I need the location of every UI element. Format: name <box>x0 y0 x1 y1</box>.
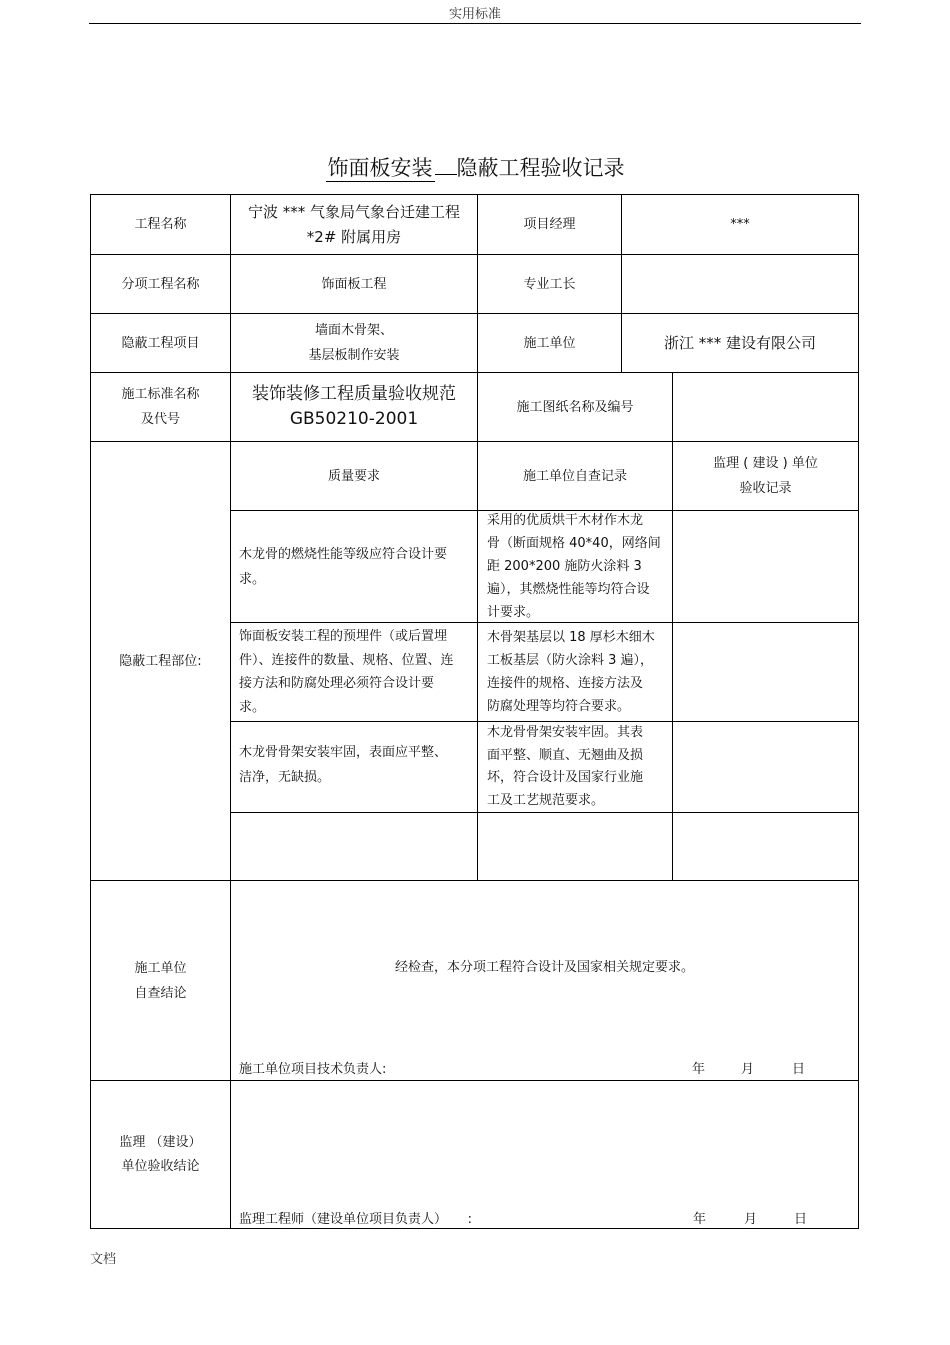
requirement-cell <box>231 813 477 880</box>
supervision-signer: 监理工程师（建设单位项目负责人） : <box>239 1212 473 1227</box>
supervision-day: 日 <box>794 1212 808 1227</box>
standard-value: 装饰装修工程质量验收规范 GB50210-2001 <box>252 384 456 429</box>
project-name-value: 宁波 *** 气象局气象台迁建工程 *2# 附属用房 <box>247 202 461 246</box>
project-name-label: 工程名称 <box>134 217 187 232</box>
header-divider <box>89 23 861 24</box>
self-record-cell <box>478 813 672 880</box>
title-part1: 饰面板安装 <box>327 156 433 180</box>
acceptance-cell <box>673 722 858 812</box>
page-header-text: 实用标准 <box>448 7 501 22</box>
hidden-item-label: 隐蔽工程项目 <box>121 335 200 351</box>
self-record-cell: 木龙骨骨架安装牢固。其表 面平整、顺直、无翘曲及损 坏，符合设计及国家行业施 工及工艺规范要求。 <box>487 725 644 808</box>
self-check-conclusion: 经检查，本分项工程符合设计及国家相关规定要求。 <box>394 960 694 975</box>
page-footer-text: 文档 <box>90 1252 117 1267</box>
self-check-label: 施工单位 自查结论 <box>134 960 187 1001</box>
title-part2: 隐蔽工程验收记录 <box>456 156 625 180</box>
foreman-value <box>622 255 858 313</box>
supervision-label: 监理 （建设） 单位验收结论 <box>119 1134 202 1174</box>
hidden-section-label: 隐蔽工程部位: <box>119 653 202 669</box>
self-record-cell: 采用的优质烘干木材作木龙 骨（断面规格 40*40，网络间 距 200*200 施防火涂料 3 遍），其燃烧性能等均符合设 计要求。 <box>487 513 661 620</box>
contractor-value: 浙江 *** 建设有限公司 <box>663 333 817 352</box>
acceptance-cell <box>673 623 858 721</box>
project-manager-value: *** <box>730 217 750 232</box>
sub-project-value: 饰面板工程 <box>321 276 387 292</box>
grid-line <box>90 1228 859 1229</box>
drawing-value <box>673 373 858 441</box>
col-header-acceptance: 监理 ( 建设 ) 单位 验收记录 <box>713 456 818 496</box>
grid-line <box>858 194 859 1228</box>
hidden-item-value: 墙面木骨架、 基层板制作安装 <box>308 323 400 363</box>
contractor-label: 施工单位 <box>523 335 576 351</box>
foreman-label: 专业工长 <box>523 276 576 292</box>
col-header-self-record: 施工单位自查记录 <box>522 468 627 484</box>
supervision-year: 年 <box>693 1212 707 1227</box>
standard-label: 施工标准名称 及代号 <box>121 387 200 427</box>
title-blank <box>435 156 457 175</box>
project-manager-label: 项目经理 <box>523 217 576 232</box>
requirement-cell: 木龙骨骨架安装牢固，表面应平整、 洁净，无缺损。 <box>239 745 448 785</box>
col-header-requirement: 质量要求 <box>327 468 380 484</box>
requirement-cell: 木龙骨的燃烧性能等级应符合设计要 求。 <box>239 546 448 587</box>
self-check-signer: 施工单位项目技术负责人: <box>239 1062 387 1077</box>
acceptance-cell <box>673 511 858 622</box>
page-title <box>0 152 950 182</box>
supervision-month: 月 <box>744 1212 758 1227</box>
acceptance-cell <box>673 813 858 880</box>
self-check-year: 年 <box>692 1062 706 1077</box>
self-check-day: 日 <box>792 1062 806 1077</box>
drawing-label: 施工图纸名称及编号 <box>516 399 634 415</box>
self-record-cell: 木骨架基层以 18 厚杉木细木 工板基层（防火涂料 3 遍）， 连接件的规格、连接方法及 防腐处理等均符合要求。 <box>487 630 655 714</box>
self-check-month: 月 <box>741 1062 755 1077</box>
sub-project-label: 分项工程名称 <box>121 276 200 292</box>
requirement-cell: 饰面板安装工程的预埋件（或后置埋 件）、连接件的数量、规格、位置、连 接方法和防腐处理必须符合设计要 求。 <box>239 629 454 715</box>
